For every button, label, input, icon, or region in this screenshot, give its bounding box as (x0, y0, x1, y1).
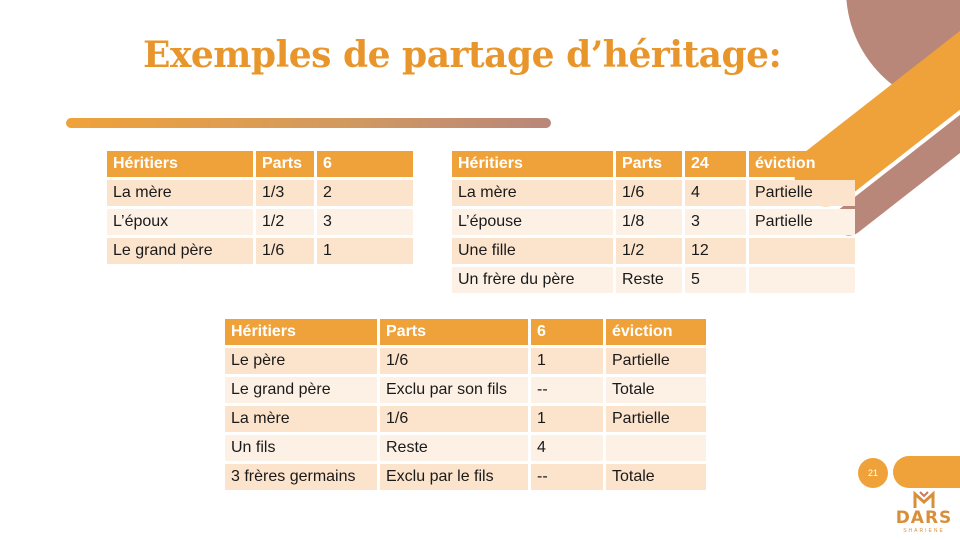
header-cell: Parts (380, 319, 528, 345)
slide-title: Exemples de partage d’héritage: (143, 34, 782, 76)
table-cell: 1/2 (616, 238, 682, 264)
table-cell: Partielle (606, 406, 706, 432)
table-cell: 1 (531, 348, 603, 374)
table-cell: Un fils (225, 435, 377, 461)
table-cell: Reste (380, 435, 528, 461)
table-cell: Une fille (452, 238, 613, 264)
table-header-row (225, 319, 706, 345)
table-cell: L’épouse (452, 209, 613, 235)
table-cell: 3 (685, 209, 746, 235)
table-cell: Totale (606, 377, 706, 403)
header-cell: Parts (256, 151, 314, 177)
inheritance-table-2 (449, 148, 858, 296)
table-cell: 1/2 (256, 209, 314, 235)
table-cell: Totale (606, 464, 706, 490)
table-row (452, 209, 855, 235)
table-row (225, 348, 706, 374)
header-cell: Héritiers (452, 151, 613, 177)
table-cell: 4 (685, 180, 746, 206)
table-row (107, 180, 413, 206)
dars-logo (893, 490, 955, 538)
table-cell: L’époux (107, 209, 253, 235)
table-row (452, 238, 855, 264)
table-cell (749, 267, 855, 293)
table-cell: 5 (685, 267, 746, 293)
table-row (107, 209, 413, 235)
header-cell: 6 (531, 319, 603, 345)
table-cell: 1/6 (380, 406, 528, 432)
table-cell: 1/6 (616, 180, 682, 206)
table-row (225, 464, 706, 490)
table-cell: -- (531, 464, 603, 490)
table-row (225, 377, 706, 403)
table-header-row (452, 151, 855, 177)
table-cell: 1/6 (380, 348, 528, 374)
table-cell: 3 (317, 209, 413, 235)
table-cell (749, 238, 855, 264)
table-cell: 1 (531, 406, 603, 432)
table-cell: 4 (531, 435, 603, 461)
table-cell: 3 frères germains (225, 464, 377, 490)
page-number: 21 (858, 458, 888, 488)
table-row (452, 180, 855, 206)
header-cell: 6 (317, 151, 413, 177)
table-cell: 2 (317, 180, 413, 206)
table-cell: Reste (616, 267, 682, 293)
table-cell: Le grand père (225, 377, 377, 403)
table-cell: Le grand père (107, 238, 253, 264)
table-header-row (107, 151, 413, 177)
header-cell: Parts (616, 151, 682, 177)
header-cell: éviction (749, 151, 855, 177)
header-cell: éviction (606, 319, 706, 345)
table-cell: 12 (685, 238, 746, 264)
table-cell: Partielle (749, 180, 855, 206)
header-cell: Héritiers (225, 319, 377, 345)
table-cell: La mère (452, 180, 613, 206)
table-cell (606, 435, 706, 461)
logo-tagline: SHARIENE (903, 528, 945, 534)
table-cell: Partielle (606, 348, 706, 374)
logo-name: DARS (895, 508, 953, 528)
table-cell: Exclu par le fils (380, 464, 528, 490)
header-cell: Héritiers (107, 151, 253, 177)
table-cell: Exclu par son fils (380, 377, 528, 403)
table-row (107, 238, 413, 264)
inheritance-table-1 (104, 148, 416, 267)
title-underline-bar (66, 118, 551, 128)
page-number-tab (893, 456, 960, 488)
logo-mark-icon (893, 490, 955, 510)
table-cell: Partielle (749, 209, 855, 235)
table-row (225, 435, 706, 461)
table-cell: 1/8 (616, 209, 682, 235)
inheritance-table-3 (222, 316, 709, 493)
table-cell: 1 (317, 238, 413, 264)
table-cell: Le père (225, 348, 377, 374)
table-cell: 1/6 (256, 238, 314, 264)
header-cell: 24 (685, 151, 746, 177)
table-cell: La mère (225, 406, 377, 432)
table-row (452, 267, 855, 293)
table-cell: -- (531, 377, 603, 403)
table-cell: Un frère du père (452, 267, 613, 293)
table-row (225, 406, 706, 432)
table-cell: La mère (107, 180, 253, 206)
table-cell: 1/3 (256, 180, 314, 206)
